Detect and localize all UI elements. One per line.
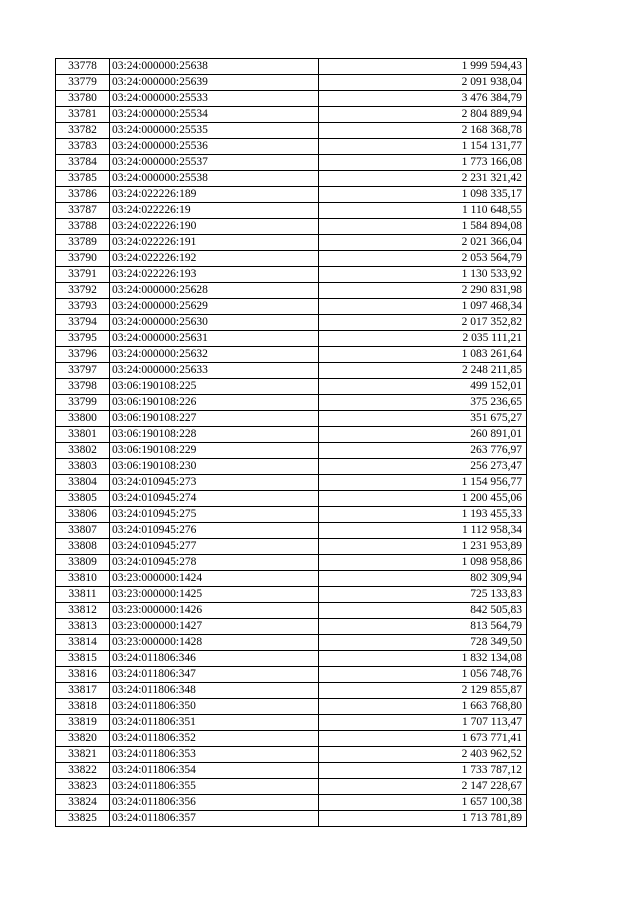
cadastral-number-cell: 03:23:000000:1424 bbox=[110, 571, 319, 587]
cadastral-number-cell: 03:24:022226:191 bbox=[110, 235, 319, 251]
table-row bbox=[56, 443, 527, 459]
row-number-cell: 33814 bbox=[56, 635, 110, 651]
table-row bbox=[56, 683, 527, 699]
row-number-cell: 33812 bbox=[56, 603, 110, 619]
table-row bbox=[56, 731, 527, 747]
table-row bbox=[56, 619, 527, 635]
table-row bbox=[56, 283, 527, 299]
cadastral-number-cell: 03:24:011806:355 bbox=[110, 779, 319, 795]
table-row bbox=[56, 251, 527, 267]
cadastral-number-cell: 03:24:010945:275 bbox=[110, 507, 319, 523]
table-row bbox=[56, 395, 527, 411]
row-number-cell: 33781 bbox=[56, 107, 110, 123]
cadastral-number-cell: 03:23:000000:1428 bbox=[110, 635, 319, 651]
table-row bbox=[56, 123, 527, 139]
cadastral-number-cell: 03:24:011806:350 bbox=[110, 699, 319, 715]
cadastral-value-cell: 260 891,01 bbox=[319, 427, 527, 443]
table-row bbox=[56, 59, 527, 75]
row-number-cell: 33823 bbox=[56, 779, 110, 795]
cadastral-number-cell: 03:24:010945:276 bbox=[110, 523, 319, 539]
cadastral-number-cell: 03:24:000000:25535 bbox=[110, 123, 319, 139]
table-row bbox=[56, 363, 527, 379]
row-number-cell: 33778 bbox=[56, 59, 110, 75]
row-number-cell: 33802 bbox=[56, 443, 110, 459]
cadastral-value-cell: 1 130 533,92 bbox=[319, 267, 527, 283]
cadastral-number-cell: 03:23:000000:1425 bbox=[110, 587, 319, 603]
table-row bbox=[56, 379, 527, 395]
cadastral-value-cell: 1 657 100,38 bbox=[319, 795, 527, 811]
row-number-cell: 33819 bbox=[56, 715, 110, 731]
cadastral-number-cell: 03:23:000000:1427 bbox=[110, 619, 319, 635]
row-number-cell: 33780 bbox=[56, 91, 110, 107]
row-number-cell: 33789 bbox=[56, 235, 110, 251]
cadastral-number-cell: 03:24:011806:346 bbox=[110, 651, 319, 667]
table-row bbox=[56, 411, 527, 427]
cadastral-number-cell: 03:24:010945:277 bbox=[110, 539, 319, 555]
cadastral-number-cell: 03:24:022226:193 bbox=[110, 267, 319, 283]
row-number-cell: 33824 bbox=[56, 795, 110, 811]
cadastral-value-cell: 1 584 894,08 bbox=[319, 219, 527, 235]
cadastral-value-cell: 1 707 113,47 bbox=[319, 715, 527, 731]
cadastral-number-cell: 03:24:022226:189 bbox=[110, 187, 319, 203]
cadastral-number-cell: 03:24:022226:190 bbox=[110, 219, 319, 235]
row-number-cell: 33809 bbox=[56, 555, 110, 571]
cadastral-value-cell: 375 236,65 bbox=[319, 395, 527, 411]
cadastral-value-cell: 1 999 594,43 bbox=[319, 59, 527, 75]
cadastral-number-cell: 03:24:011806:348 bbox=[110, 683, 319, 699]
table-row bbox=[56, 107, 527, 123]
row-number-cell: 33792 bbox=[56, 283, 110, 299]
row-number-cell: 33786 bbox=[56, 187, 110, 203]
table-row bbox=[56, 75, 527, 91]
cadastral-value-cell: 842 505,83 bbox=[319, 603, 527, 619]
cadastral-value-cell: 1 112 958,34 bbox=[319, 523, 527, 539]
table-row bbox=[56, 555, 527, 571]
cadastral-number-cell: 03:24:011806:357 bbox=[110, 811, 319, 827]
table-row bbox=[56, 203, 527, 219]
row-number-cell: 33810 bbox=[56, 571, 110, 587]
cadastral-value-cell: 1 098 958,86 bbox=[319, 555, 527, 571]
row-number-cell: 33783 bbox=[56, 139, 110, 155]
cadastral-value-cell: 263 776,97 bbox=[319, 443, 527, 459]
cadastral-value-cell: 351 675,27 bbox=[319, 411, 527, 427]
cadastral-number-cell: 03:24:000000:25629 bbox=[110, 299, 319, 315]
table-row bbox=[56, 475, 527, 491]
row-number-cell: 33806 bbox=[56, 507, 110, 523]
table-row bbox=[56, 219, 527, 235]
cadastral-number-cell: 03:24:011806:347 bbox=[110, 667, 319, 683]
cadastral-value-cell: 1 098 335,17 bbox=[319, 187, 527, 203]
table-row bbox=[56, 315, 527, 331]
row-number-cell: 33803 bbox=[56, 459, 110, 475]
cadastral-value-table bbox=[55, 58, 527, 827]
cadastral-value-cell: 1 110 648,55 bbox=[319, 203, 527, 219]
cadastral-value-cell: 1 154 956,77 bbox=[319, 475, 527, 491]
cadastral-value-cell: 2 035 111,21 bbox=[319, 331, 527, 347]
cadastral-value-cell: 2 147 228,67 bbox=[319, 779, 527, 795]
cadastral-value-cell: 2 290 831,98 bbox=[319, 283, 527, 299]
row-number-cell: 33788 bbox=[56, 219, 110, 235]
cadastral-number-cell: 03:24:000000:25632 bbox=[110, 347, 319, 363]
row-number-cell: 33794 bbox=[56, 315, 110, 331]
row-number-cell: 33818 bbox=[56, 699, 110, 715]
table-row bbox=[56, 699, 527, 715]
table-body bbox=[56, 59, 527, 827]
row-number-cell: 33785 bbox=[56, 171, 110, 187]
cadastral-number-cell: 03:24:000000:25537 bbox=[110, 155, 319, 171]
cadastral-value-cell: 1 733 787,12 bbox=[319, 763, 527, 779]
cadastral-value-cell: 1 773 166,08 bbox=[319, 155, 527, 171]
table-row bbox=[56, 235, 527, 251]
row-number-cell: 33820 bbox=[56, 731, 110, 747]
cadastral-value-cell: 2 021 366,04 bbox=[319, 235, 527, 251]
cadastral-number-cell: 03:06:190108:227 bbox=[110, 411, 319, 427]
cadastral-value-cell: 1 193 455,33 bbox=[319, 507, 527, 523]
row-number-cell: 33811 bbox=[56, 587, 110, 603]
cadastral-number-cell: 03:24:011806:351 bbox=[110, 715, 319, 731]
cadastral-number-cell: 03:24:022226:192 bbox=[110, 251, 319, 267]
row-number-cell: 33825 bbox=[56, 811, 110, 827]
row-number-cell: 33791 bbox=[56, 267, 110, 283]
table-row bbox=[56, 763, 527, 779]
table-row bbox=[56, 347, 527, 363]
table-row bbox=[56, 299, 527, 315]
cadastral-number-cell: 03:24:011806:354 bbox=[110, 763, 319, 779]
cadastral-value-cell: 1 832 134,08 bbox=[319, 651, 527, 667]
table-row bbox=[56, 491, 527, 507]
row-number-cell: 33805 bbox=[56, 491, 110, 507]
table-row bbox=[56, 91, 527, 107]
row-number-cell: 33816 bbox=[56, 667, 110, 683]
cadastral-number-cell: 03:24:000000:25536 bbox=[110, 139, 319, 155]
cadastral-number-cell: 03:24:000000:25628 bbox=[110, 283, 319, 299]
row-number-cell: 33822 bbox=[56, 763, 110, 779]
cadastral-number-cell: 03:24:000000:25638 bbox=[110, 59, 319, 75]
cadastral-value-cell: 725 133,83 bbox=[319, 587, 527, 603]
cadastral-value-cell: 2 403 962,52 bbox=[319, 747, 527, 763]
cadastral-number-cell: 03:24:000000:25633 bbox=[110, 363, 319, 379]
table-row bbox=[56, 427, 527, 443]
cadastral-value-cell: 2 248 211,85 bbox=[319, 363, 527, 379]
table-row bbox=[56, 571, 527, 587]
cadastral-number-cell: 03:24:000000:25639 bbox=[110, 75, 319, 91]
row-number-cell: 33798 bbox=[56, 379, 110, 395]
row-number-cell: 33817 bbox=[56, 683, 110, 699]
row-number-cell: 33782 bbox=[56, 123, 110, 139]
cadastral-number-cell: 03:06:190108:230 bbox=[110, 459, 319, 475]
row-number-cell: 33808 bbox=[56, 539, 110, 555]
cadastral-number-cell: 03:06:190108:228 bbox=[110, 427, 319, 443]
table-row bbox=[56, 331, 527, 347]
table-row bbox=[56, 747, 527, 763]
cadastral-value-cell: 1 663 768,80 bbox=[319, 699, 527, 715]
cadastral-number-cell: 03:24:000000:25533 bbox=[110, 91, 319, 107]
cadastral-number-cell: 03:24:010945:274 bbox=[110, 491, 319, 507]
table-row bbox=[56, 267, 527, 283]
table-row bbox=[56, 779, 527, 795]
row-number-cell: 33804 bbox=[56, 475, 110, 491]
cadastral-value-cell: 2 053 564,79 bbox=[319, 251, 527, 267]
row-number-cell: 33796 bbox=[56, 347, 110, 363]
row-number-cell: 33797 bbox=[56, 363, 110, 379]
table-row bbox=[56, 539, 527, 555]
cadastral-value-cell: 3 476 384,79 bbox=[319, 91, 527, 107]
table-row bbox=[56, 523, 527, 539]
cadastral-number-cell: 03:24:011806:353 bbox=[110, 747, 319, 763]
cadastral-number-cell: 03:06:190108:229 bbox=[110, 443, 319, 459]
cadastral-number-cell: 03:24:000000:25538 bbox=[110, 171, 319, 187]
cadastral-number-cell: 03:24:022226:19 bbox=[110, 203, 319, 219]
cadastral-value-cell: 1 713 781,89 bbox=[319, 811, 527, 827]
row-number-cell: 33800 bbox=[56, 411, 110, 427]
row-number-cell: 33801 bbox=[56, 427, 110, 443]
cadastral-number-cell: 03:24:000000:25534 bbox=[110, 107, 319, 123]
table-row bbox=[56, 603, 527, 619]
cadastral-value-cell: 1 083 261,64 bbox=[319, 347, 527, 363]
cadastral-value-cell: 1 154 131,77 bbox=[319, 139, 527, 155]
table-row bbox=[56, 715, 527, 731]
cadastral-value-cell: 1 673 771,41 bbox=[319, 731, 527, 747]
table-row bbox=[56, 507, 527, 523]
cadastral-number-cell: 03:24:000000:25630 bbox=[110, 315, 319, 331]
cadastral-value-cell: 2 168 368,78 bbox=[319, 123, 527, 139]
cadastral-value-cell: 1 231 953,89 bbox=[319, 539, 527, 555]
table-row bbox=[56, 187, 527, 203]
table-row bbox=[56, 587, 527, 603]
row-number-cell: 33795 bbox=[56, 331, 110, 347]
table-row bbox=[56, 811, 527, 827]
cadastral-number-cell: 03:24:010945:278 bbox=[110, 555, 319, 571]
table-row bbox=[56, 651, 527, 667]
table-row bbox=[56, 667, 527, 683]
cadastral-number-cell: 03:24:011806:352 bbox=[110, 731, 319, 747]
cadastral-number-cell: 03:06:190108:225 bbox=[110, 379, 319, 395]
table-row bbox=[56, 795, 527, 811]
row-number-cell: 33815 bbox=[56, 651, 110, 667]
cadastral-number-cell: 03:23:000000:1426 bbox=[110, 603, 319, 619]
row-number-cell: 33807 bbox=[56, 523, 110, 539]
cadastral-number-cell: 03:24:010945:273 bbox=[110, 475, 319, 491]
table-row bbox=[56, 459, 527, 475]
cadastral-value-cell: 813 564,79 bbox=[319, 619, 527, 635]
cadastral-value-cell: 2 129 855,87 bbox=[319, 683, 527, 699]
cadastral-value-cell: 1 097 468,34 bbox=[319, 299, 527, 315]
row-number-cell: 33799 bbox=[56, 395, 110, 411]
cadastral-value-cell: 2 231 321,42 bbox=[319, 171, 527, 187]
row-number-cell: 33793 bbox=[56, 299, 110, 315]
row-number-cell: 33821 bbox=[56, 747, 110, 763]
table-row bbox=[56, 171, 527, 187]
cadastral-value-cell: 728 349,50 bbox=[319, 635, 527, 651]
row-number-cell: 33790 bbox=[56, 251, 110, 267]
cadastral-value-cell: 2 091 938,04 bbox=[319, 75, 527, 91]
row-number-cell: 33784 bbox=[56, 155, 110, 171]
cadastral-value-cell: 1 200 455,06 bbox=[319, 491, 527, 507]
cadastral-number-cell: 03:24:000000:25631 bbox=[110, 331, 319, 347]
table-row bbox=[56, 635, 527, 651]
cadastral-value-cell: 256 273,47 bbox=[319, 459, 527, 475]
cadastral-value-cell: 2 017 352,82 bbox=[319, 315, 527, 331]
cadastral-number-cell: 03:24:011806:356 bbox=[110, 795, 319, 811]
cadastral-value-cell: 802 309,94 bbox=[319, 571, 527, 587]
row-number-cell: 33787 bbox=[56, 203, 110, 219]
cadastral-value-cell: 1 056 748,76 bbox=[319, 667, 527, 683]
cadastral-value-cell: 2 804 889,94 bbox=[319, 107, 527, 123]
row-number-cell: 33779 bbox=[56, 75, 110, 91]
cadastral-value-cell: 499 152,01 bbox=[319, 379, 527, 395]
table-row bbox=[56, 139, 527, 155]
table-row bbox=[56, 155, 527, 171]
cadastral-number-cell: 03:06:190108:226 bbox=[110, 395, 319, 411]
row-number-cell: 33813 bbox=[56, 619, 110, 635]
